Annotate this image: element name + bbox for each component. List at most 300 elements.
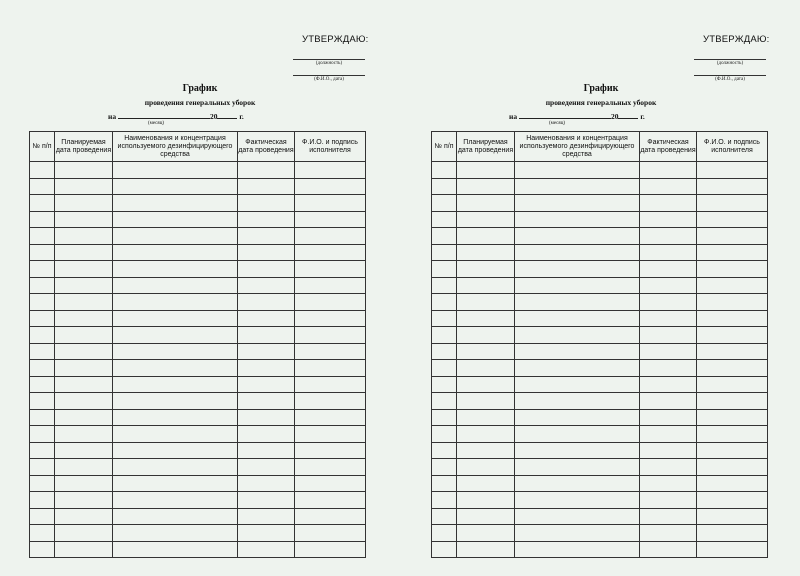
- position-caption: (должность): [716, 61, 744, 66]
- table-cell[interactable]: [113, 508, 238, 525]
- table-row: [432, 228, 768, 245]
- table-cell[interactable]: [697, 310, 768, 327]
- table-cell[interactable]: [238, 195, 295, 212]
- table-cell[interactable]: [515, 442, 640, 459]
- table-cell[interactable]: [697, 393, 768, 410]
- table-cell[interactable]: [432, 426, 457, 443]
- table-row: [30, 492, 366, 509]
- table-cell[interactable]: [640, 162, 697, 179]
- table-cell[interactable]: [640, 525, 697, 542]
- table-cell[interactable]: [113, 525, 238, 542]
- table-cell[interactable]: [295, 492, 366, 509]
- table-cell[interactable]: [113, 475, 238, 492]
- year-blank: [217, 111, 237, 119]
- form-page-right: [401, 0, 800, 576]
- table-cell[interactable]: [295, 294, 366, 311]
- table-row: [432, 277, 768, 294]
- table-cell[interactable]: [697, 409, 768, 426]
- table-cell[interactable]: [640, 343, 697, 360]
- table-cell[interactable]: [515, 211, 640, 228]
- table-cell[interactable]: [640, 277, 697, 294]
- table-row: [30, 475, 366, 492]
- table-cell[interactable]: [640, 508, 697, 525]
- table-cell[interactable]: [113, 442, 238, 459]
- table-cell[interactable]: [515, 244, 640, 261]
- table-cell[interactable]: [515, 343, 640, 360]
- table-cell[interactable]: [457, 508, 515, 525]
- table-row: [30, 343, 366, 360]
- table-cell[interactable]: [457, 261, 515, 278]
- table-cell[interactable]: [457, 244, 515, 261]
- table-cell[interactable]: [640, 475, 697, 492]
- table-row: [432, 244, 768, 261]
- table-cell[interactable]: [515, 409, 640, 426]
- table-row: [432, 310, 768, 327]
- table-row: [30, 178, 366, 195]
- table-cell[interactable]: [55, 376, 113, 393]
- table-cell[interactable]: [697, 277, 768, 294]
- table-cell[interactable]: [432, 475, 457, 492]
- table-row: [432, 294, 768, 311]
- table-cell[interactable]: [640, 393, 697, 410]
- table-cell[interactable]: [113, 541, 238, 558]
- table-cell[interactable]: [457, 393, 515, 410]
- col-header-number: № п/п: [30, 132, 55, 162]
- table-cell[interactable]: [55, 228, 113, 245]
- table-cell[interactable]: [457, 294, 515, 311]
- table-cell[interactable]: [295, 426, 366, 443]
- table-cell[interactable]: [55, 541, 113, 558]
- table-cell[interactable]: [238, 277, 295, 294]
- schedule-table: [431, 131, 768, 558]
- table-cell[interactable]: [238, 343, 295, 360]
- table-cell[interactable]: [457, 195, 515, 212]
- month-blank: [519, 111, 611, 119]
- table-cell[interactable]: [113, 376, 238, 393]
- table-cell[interactable]: [457, 228, 515, 245]
- table-cell[interactable]: [30, 409, 55, 426]
- table-cell[interactable]: [238, 475, 295, 492]
- table-cell[interactable]: [432, 211, 457, 228]
- table-cell[interactable]: [113, 492, 238, 509]
- col-header-disinfectant: Наименования и концентрация используемого дезинфицирующего средства: [515, 132, 640, 162]
- approve-label: УТВЕРЖДАЮ:: [703, 34, 770, 45]
- approve-label: УТВЕРЖДАЮ:: [302, 34, 369, 45]
- table-cell[interactable]: [515, 178, 640, 195]
- table-cell[interactable]: [238, 228, 295, 245]
- table-cell[interactable]: [295, 261, 366, 278]
- table-row: [30, 228, 366, 245]
- table-cell[interactable]: [295, 327, 366, 344]
- table-row: [30, 277, 366, 294]
- table-cell[interactable]: [640, 178, 697, 195]
- table-cell[interactable]: [457, 162, 515, 179]
- table-cell[interactable]: [432, 376, 457, 393]
- col-header-disinfectant: Наименования и концентрация используемого дезинфицирующего средства: [113, 132, 238, 162]
- table-cell[interactable]: [697, 376, 768, 393]
- col-header-actual-date: Фактическая дата проведения: [238, 132, 295, 162]
- table-cell[interactable]: [30, 277, 55, 294]
- table-cell[interactable]: [515, 508, 640, 525]
- table-cell[interactable]: [457, 426, 515, 443]
- table-cell[interactable]: [55, 310, 113, 327]
- table-cell[interactable]: [697, 525, 768, 542]
- col-header-planned-date: Планируемая дата проведения: [55, 132, 113, 162]
- table-cell[interactable]: [432, 195, 457, 212]
- table-cell[interactable]: [295, 541, 366, 558]
- table-cell[interactable]: [30, 261, 55, 278]
- table-cell[interactable]: [30, 178, 55, 195]
- table-cell[interactable]: [30, 492, 55, 509]
- table-cell[interactable]: [640, 376, 697, 393]
- table-cell[interactable]: [30, 442, 55, 459]
- table-row: [432, 442, 768, 459]
- table-cell[interactable]: [295, 409, 366, 426]
- table-cell[interactable]: [432, 360, 457, 377]
- position-signature-line: [694, 59, 766, 60]
- table-cell[interactable]: [295, 459, 366, 476]
- table-cell[interactable]: [113, 294, 238, 311]
- table-cell[interactable]: [238, 261, 295, 278]
- table-cell[interactable]: [432, 310, 457, 327]
- page-title: График: [583, 83, 619, 94]
- table-cell[interactable]: [55, 294, 113, 311]
- table-cell[interactable]: [697, 508, 768, 525]
- table-cell[interactable]: [30, 508, 55, 525]
- table-cell[interactable]: [640, 459, 697, 476]
- year-suffix: г.: [640, 112, 645, 121]
- table-cell[interactable]: [113, 277, 238, 294]
- table-cell[interactable]: [432, 508, 457, 525]
- table-cell[interactable]: [640, 327, 697, 344]
- table-cell[interactable]: [30, 211, 55, 228]
- table-cell[interactable]: [295, 195, 366, 212]
- table-cell[interactable]: [697, 195, 768, 212]
- col-header-executor: Ф.И.О. и подпись исполнителя: [295, 132, 366, 162]
- table-cell[interactable]: [55, 393, 113, 410]
- table-row: [432, 492, 768, 509]
- table-cell[interactable]: [238, 409, 295, 426]
- table-cell[interactable]: [640, 492, 697, 509]
- table-cell[interactable]: [697, 442, 768, 459]
- table-cell[interactable]: [55, 178, 113, 195]
- table-cell[interactable]: [697, 459, 768, 476]
- table-cell[interactable]: [515, 393, 640, 410]
- table-cell[interactable]: [457, 178, 515, 195]
- table-cell[interactable]: [113, 244, 238, 261]
- table-cell[interactable]: [457, 475, 515, 492]
- fio-signature-line: [694, 75, 766, 76]
- table-cell[interactable]: [515, 492, 640, 509]
- table-cell[interactable]: [295, 343, 366, 360]
- table-cell[interactable]: [432, 294, 457, 311]
- table-cell[interactable]: [113, 343, 238, 360]
- table-row: [432, 343, 768, 360]
- table-cell[interactable]: [238, 162, 295, 179]
- table-cell[interactable]: [113, 261, 238, 278]
- table-cell[interactable]: [295, 310, 366, 327]
- table-cell[interactable]: [30, 294, 55, 311]
- table-cell[interactable]: [515, 261, 640, 278]
- table-cell[interactable]: [55, 261, 113, 278]
- table-cell[interactable]: [295, 244, 366, 261]
- table-row: [432, 475, 768, 492]
- table-row: [30, 393, 366, 410]
- table-cell[interactable]: [30, 459, 55, 476]
- table-cell[interactable]: [432, 178, 457, 195]
- year-blank: [618, 111, 638, 119]
- table-cell[interactable]: [113, 310, 238, 327]
- table-header-row: [30, 132, 366, 162]
- table-cell[interactable]: [238, 376, 295, 393]
- table-cell[interactable]: [457, 360, 515, 377]
- table-cell[interactable]: [457, 310, 515, 327]
- table-cell[interactable]: [640, 541, 697, 558]
- table-cell[interactable]: [30, 393, 55, 410]
- table-cell[interactable]: [640, 442, 697, 459]
- table-cell[interactable]: [113, 426, 238, 443]
- table-cell[interactable]: [295, 211, 366, 228]
- table-cell[interactable]: [432, 393, 457, 410]
- table-cell[interactable]: [30, 525, 55, 542]
- fio-signature-line: [293, 75, 365, 76]
- table-cell[interactable]: [113, 327, 238, 344]
- table-cell[interactable]: [55, 475, 113, 492]
- table-cell[interactable]: [697, 228, 768, 245]
- table-cell[interactable]: [113, 178, 238, 195]
- table-cell[interactable]: [113, 409, 238, 426]
- table-cell[interactable]: [432, 459, 457, 476]
- table-cell[interactable]: [238, 541, 295, 558]
- year-prefix: 20: [610, 112, 619, 121]
- table-cell[interactable]: [515, 195, 640, 212]
- table-cell[interactable]: [640, 261, 697, 278]
- table-cell[interactable]: [55, 525, 113, 542]
- table-cell[interactable]: [432, 162, 457, 179]
- table-cell[interactable]: [30, 244, 55, 261]
- table-cell[interactable]: [238, 294, 295, 311]
- table-cell[interactable]: [697, 360, 768, 377]
- table-cell[interactable]: [640, 294, 697, 311]
- table-cell[interactable]: [30, 162, 55, 179]
- table-cell[interactable]: [640, 426, 697, 443]
- table-cell[interactable]: [457, 442, 515, 459]
- table-row: [432, 327, 768, 344]
- table-cell[interactable]: [432, 277, 457, 294]
- table-row: [432, 508, 768, 525]
- table-cell[interactable]: [515, 541, 640, 558]
- table-cell[interactable]: [697, 343, 768, 360]
- table-row: [432, 261, 768, 278]
- table-cell[interactable]: [295, 393, 366, 410]
- table-cell[interactable]: [640, 195, 697, 212]
- col-header-number: № п/п: [432, 132, 457, 162]
- table-cell[interactable]: [457, 343, 515, 360]
- table-cell[interactable]: [640, 310, 697, 327]
- table-cell[interactable]: [515, 294, 640, 311]
- table-row: [30, 244, 366, 261]
- table-cell[interactable]: [295, 442, 366, 459]
- table-cell[interactable]: [238, 360, 295, 377]
- table-cell[interactable]: [515, 360, 640, 377]
- table-cell[interactable]: [432, 525, 457, 542]
- table-cell[interactable]: [55, 162, 113, 179]
- table-cell[interactable]: [457, 541, 515, 558]
- table-cell[interactable]: [295, 178, 366, 195]
- page-subtitle: проведения генеральных уборок: [545, 98, 657, 107]
- table-cell[interactable]: [30, 195, 55, 212]
- table-cell[interactable]: [238, 244, 295, 261]
- table-cell[interactable]: [697, 162, 768, 179]
- table-cell[interactable]: [30, 343, 55, 360]
- table-cell[interactable]: [238, 459, 295, 476]
- table-cell[interactable]: [457, 525, 515, 542]
- table-cell[interactable]: [55, 277, 113, 294]
- table-cell[interactable]: [515, 277, 640, 294]
- table-cell[interactable]: [30, 228, 55, 245]
- table-row: [30, 426, 366, 443]
- table-cell[interactable]: [697, 294, 768, 311]
- table-cell[interactable]: [55, 459, 113, 476]
- table-cell[interactable]: [238, 310, 295, 327]
- table-cell[interactable]: [113, 228, 238, 245]
- table-cell[interactable]: [640, 360, 697, 377]
- table-cell[interactable]: [697, 244, 768, 261]
- table-cell[interactable]: [432, 228, 457, 245]
- table-row: [432, 360, 768, 377]
- table-cell[interactable]: [113, 459, 238, 476]
- table-cell[interactable]: [295, 360, 366, 377]
- table-header-row: [432, 132, 768, 162]
- table-cell[interactable]: [515, 459, 640, 476]
- month-year-line: [108, 111, 244, 121]
- table-cell[interactable]: [432, 409, 457, 426]
- table-cell[interactable]: [432, 442, 457, 459]
- table-cell[interactable]: [30, 376, 55, 393]
- table-row: [30, 360, 366, 377]
- table-cell[interactable]: [295, 475, 366, 492]
- table-cell[interactable]: [55, 360, 113, 377]
- table-cell[interactable]: [697, 426, 768, 443]
- table-cell[interactable]: [55, 409, 113, 426]
- table-cell[interactable]: [457, 376, 515, 393]
- position-caption: (должность): [315, 61, 343, 66]
- table-cell[interactable]: [238, 211, 295, 228]
- table-row: [30, 459, 366, 476]
- col-header-planned-date: Планируемая дата проведения: [457, 132, 515, 162]
- table-cell[interactable]: [30, 541, 55, 558]
- table-cell[interactable]: [515, 525, 640, 542]
- table-cell[interactable]: [432, 261, 457, 278]
- table-cell[interactable]: [55, 211, 113, 228]
- table-cell[interactable]: [515, 327, 640, 344]
- table-cell[interactable]: [113, 195, 238, 212]
- table-cell[interactable]: [432, 244, 457, 261]
- table-cell[interactable]: [238, 492, 295, 509]
- table-cell[interactable]: [515, 426, 640, 443]
- table-cell[interactable]: [238, 178, 295, 195]
- table-cell[interactable]: [697, 178, 768, 195]
- table-cell[interactable]: [697, 492, 768, 509]
- table-cell[interactable]: [238, 426, 295, 443]
- table-cell[interactable]: [55, 426, 113, 443]
- table-row: [30, 211, 366, 228]
- table-cell[interactable]: [238, 393, 295, 410]
- table-cell[interactable]: [515, 475, 640, 492]
- table-cell[interactable]: [457, 327, 515, 344]
- table-cell[interactable]: [55, 244, 113, 261]
- table-cell[interactable]: [113, 211, 238, 228]
- table-cell[interactable]: [113, 360, 238, 377]
- table-cell[interactable]: [55, 492, 113, 509]
- table-cell[interactable]: [432, 343, 457, 360]
- table-cell[interactable]: [640, 228, 697, 245]
- table-cell[interactable]: [515, 228, 640, 245]
- table-cell[interactable]: [432, 492, 457, 509]
- table-cell[interactable]: [697, 261, 768, 278]
- table-cell[interactable]: [697, 327, 768, 344]
- month-blank: [118, 111, 210, 119]
- table-cell[interactable]: [432, 541, 457, 558]
- table-cell[interactable]: [238, 442, 295, 459]
- table-cell[interactable]: [30, 327, 55, 344]
- table-cell[interactable]: [457, 277, 515, 294]
- table-cell[interactable]: [30, 475, 55, 492]
- table-cell[interactable]: [238, 508, 295, 525]
- table-cell[interactable]: [515, 162, 640, 179]
- table-cell[interactable]: [640, 244, 697, 261]
- table-row: [30, 195, 366, 212]
- table-cell[interactable]: [30, 426, 55, 443]
- table-cell[interactable]: [295, 162, 366, 179]
- table-cell[interactable]: [55, 442, 113, 459]
- table-cell[interactable]: [113, 393, 238, 410]
- table-cell[interactable]: [55, 327, 113, 344]
- table-row: [30, 162, 366, 179]
- table-cell[interactable]: [238, 327, 295, 344]
- table-row: [30, 409, 366, 426]
- table-cell[interactable]: [457, 409, 515, 426]
- table-cell[interactable]: [113, 162, 238, 179]
- na-label: на: [108, 112, 117, 121]
- table-cell[interactable]: [295, 277, 366, 294]
- table-cell[interactable]: [55, 508, 113, 525]
- table-cell[interactable]: [30, 360, 55, 377]
- year-suffix: г.: [239, 112, 244, 121]
- table-cell[interactable]: [697, 475, 768, 492]
- table-cell[interactable]: [640, 409, 697, 426]
- table-cell[interactable]: [697, 541, 768, 558]
- table-cell[interactable]: [457, 492, 515, 509]
- table-cell[interactable]: [432, 327, 457, 344]
- table-cell[interactable]: [295, 508, 366, 525]
- table-cell[interactable]: [30, 310, 55, 327]
- table-cell[interactable]: [640, 211, 697, 228]
- table-cell[interactable]: [697, 211, 768, 228]
- table-cell[interactable]: [295, 228, 366, 245]
- table-cell[interactable]: [295, 376, 366, 393]
- table-cell[interactable]: [457, 459, 515, 476]
- table-row: [30, 327, 366, 344]
- table-row: [30, 508, 366, 525]
- table-cell[interactable]: [238, 525, 295, 542]
- table-cell[interactable]: [55, 195, 113, 212]
- table-cell[interactable]: [515, 376, 640, 393]
- table-cell[interactable]: [295, 525, 366, 542]
- table-cell[interactable]: [457, 211, 515, 228]
- table-cell[interactable]: [515, 310, 640, 327]
- table-cell[interactable]: [55, 343, 113, 360]
